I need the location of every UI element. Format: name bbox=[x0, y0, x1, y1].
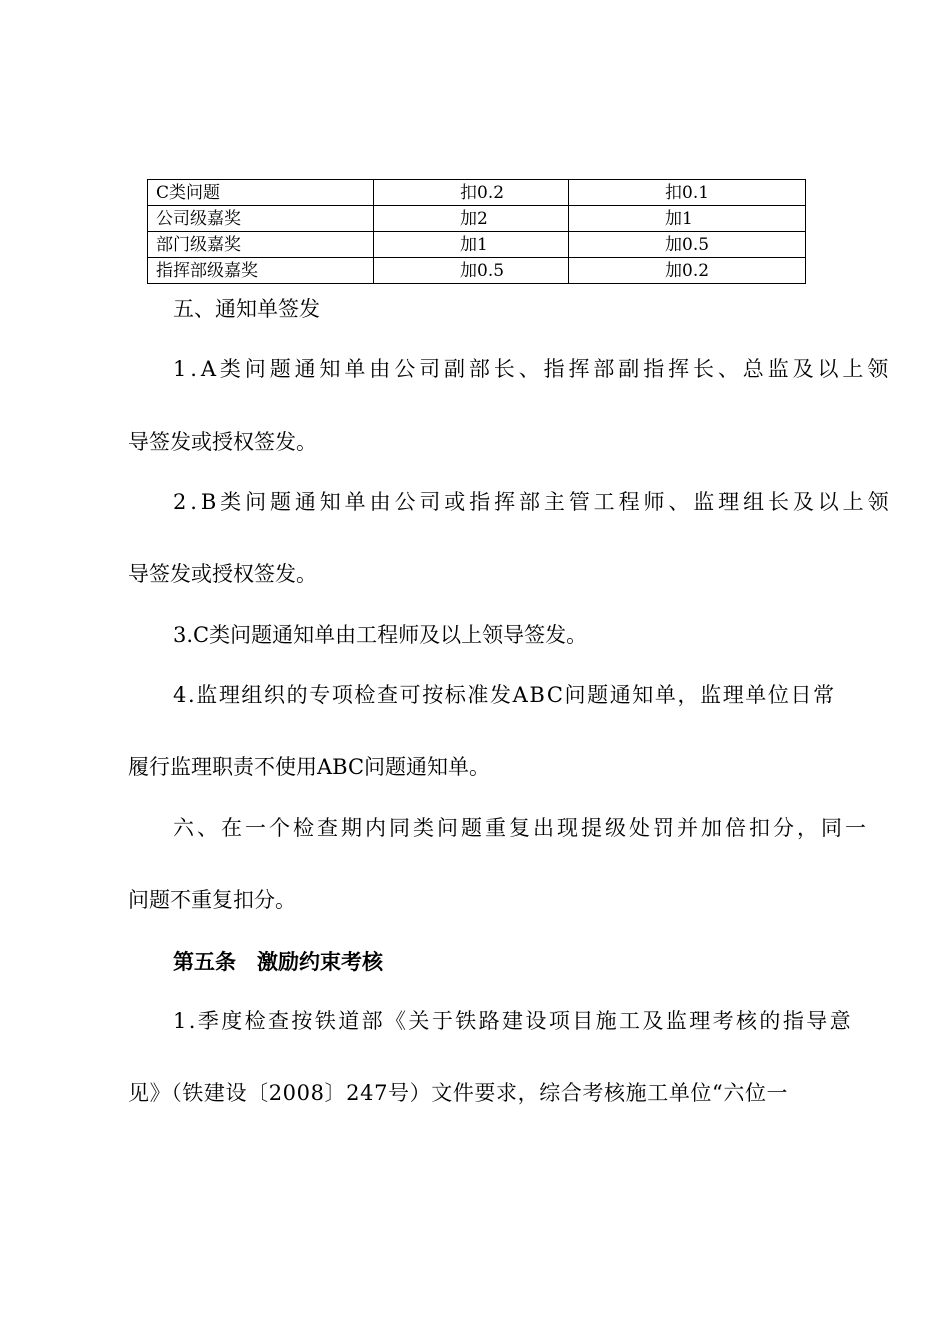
article5-item1-line2: 见》（铁建设〔2008〕247号）文件要求，综合考核施工单位“六位一 bbox=[128, 1081, 789, 1105]
section5-item3: 3.C类问题通知单由工程师及以上领导签发。 bbox=[173, 623, 588, 647]
table-cell-value-b: 加1 bbox=[569, 206, 806, 232]
section5-item4-line1: 4.监理组织的专项检查可按标准发ABC问题通知单，监理单位日常 bbox=[173, 683, 836, 707]
table-cell-value-b: 加0.2 bbox=[569, 258, 806, 284]
section5-item1-line2: 导签发或授权签发。 bbox=[128, 430, 317, 454]
article5-item1-line1: 1.季度检查按铁道部《关于铁路建设项目施工及监理考核的指导意 bbox=[173, 1009, 854, 1033]
section5-item4-line2: 履行监理职责不使用ABC问题通知单。 bbox=[128, 755, 491, 779]
table-cell-item: 部门级嘉奖 bbox=[148, 232, 374, 258]
table-cell-value-b: 扣0.1 bbox=[569, 180, 806, 206]
section5-heading: 五、通知单签发 bbox=[173, 297, 320, 321]
section5-item2-line1: 2.B类问题通知单由公司或指挥部主管工程师、监理组长及以上领 bbox=[173, 490, 893, 514]
table-row bbox=[148, 206, 806, 232]
table-cell-value-b: 加0.5 bbox=[569, 232, 806, 258]
table-cell-value-a: 扣0.2 bbox=[374, 180, 569, 206]
table-row bbox=[148, 258, 806, 284]
article5-heading: 第五条 激励约束考核 bbox=[173, 949, 383, 974]
table-row bbox=[148, 180, 806, 206]
score-table bbox=[147, 179, 806, 284]
table-cell-value-a: 加1 bbox=[374, 232, 569, 258]
section5-item1-line1: 1.A类问题通知单由公司副部长、指挥部副指挥长、总监及以上领 bbox=[173, 357, 893, 381]
section6-line2: 问题不重复扣分。 bbox=[128, 888, 296, 912]
section5-item2-line2: 导签发或授权签发。 bbox=[128, 562, 317, 586]
table-row bbox=[148, 232, 806, 258]
table-cell-item: C类问题 bbox=[148, 180, 374, 206]
table-cell-item: 指挥部级嘉奖 bbox=[148, 258, 374, 284]
table-cell-value-a: 加0.5 bbox=[374, 258, 569, 284]
section6-line1: 六、在一个检查期内同类问题重复出现提级处罚并加倍扣分，同一 bbox=[173, 816, 869, 840]
table-cell-value-a: 加2 bbox=[374, 206, 569, 232]
table-cell-item: 公司级嘉奖 bbox=[148, 206, 374, 232]
